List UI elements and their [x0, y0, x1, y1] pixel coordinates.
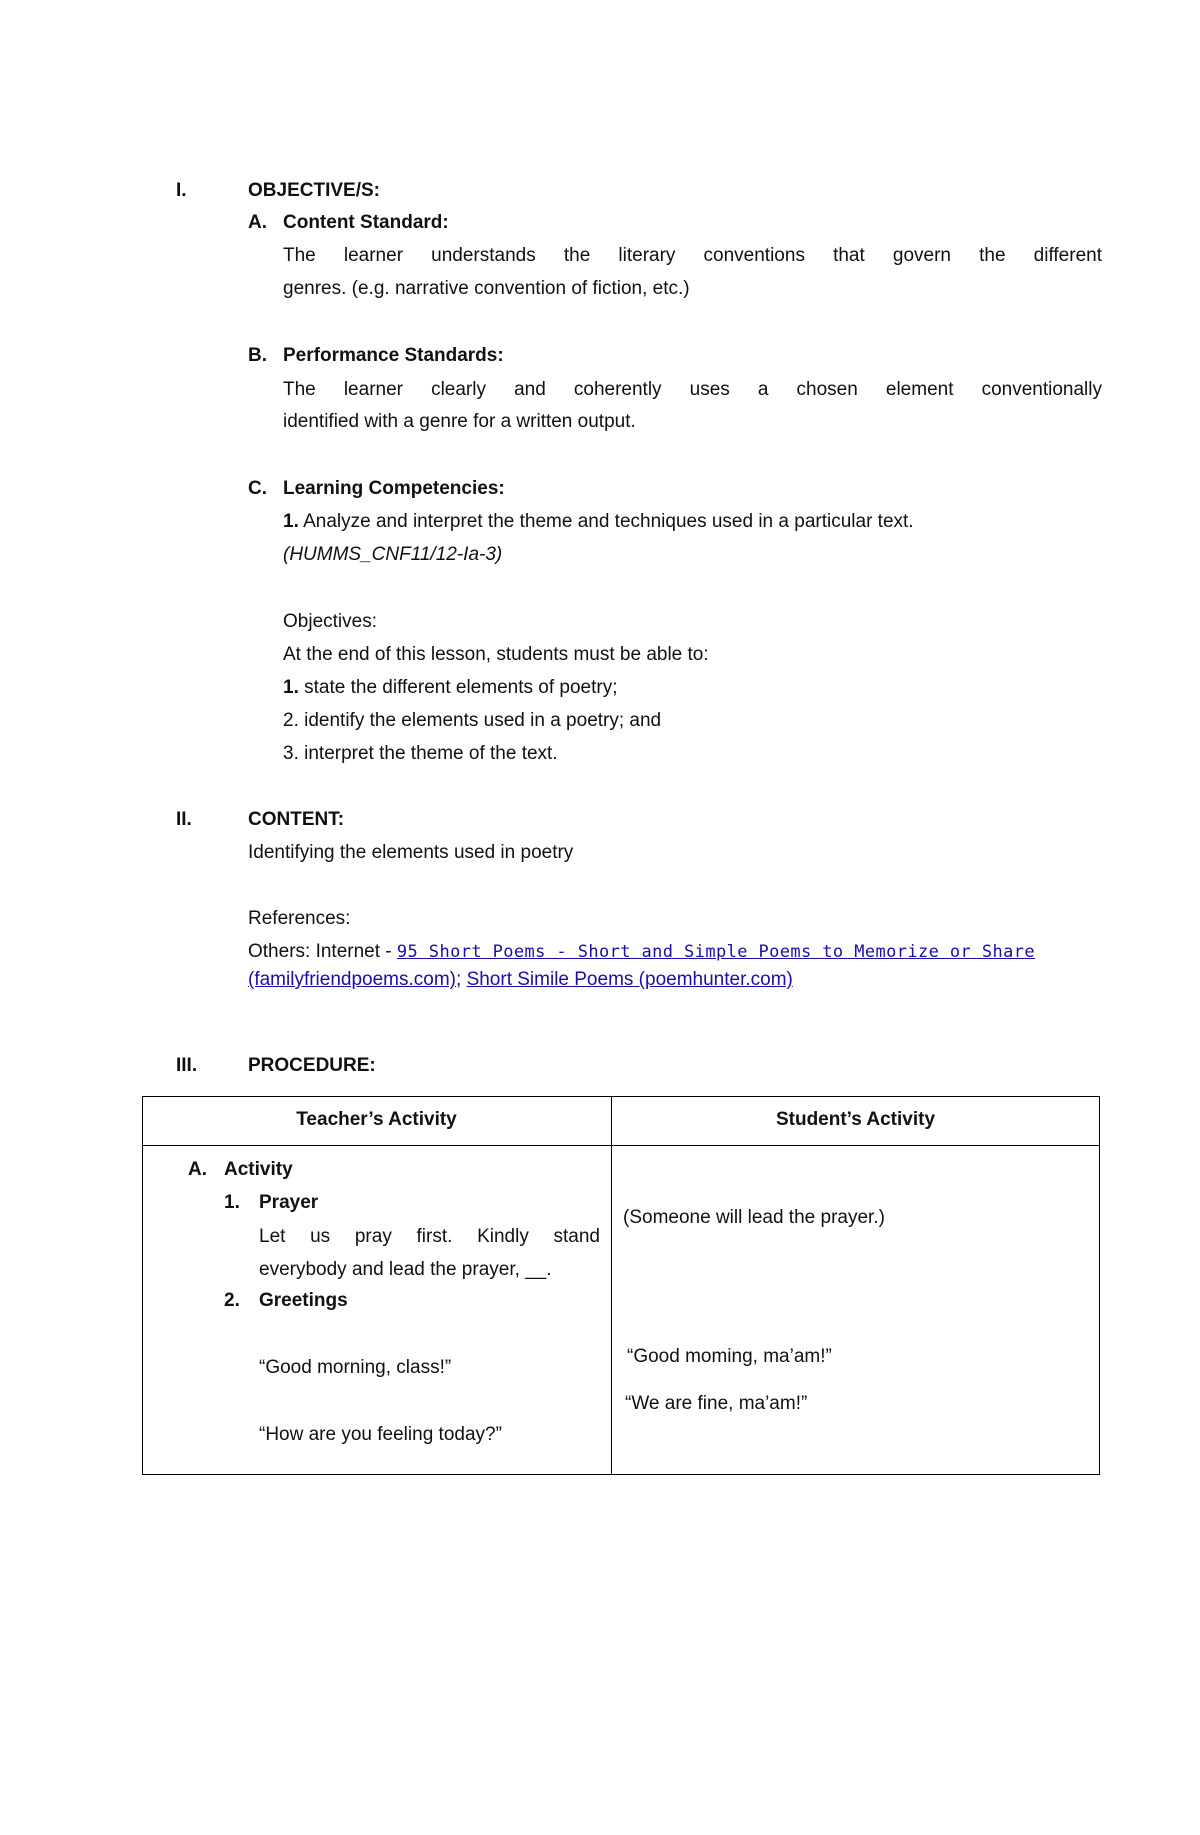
section-numeral-objectives: I.: [176, 180, 187, 201]
section-title-objectives: OBJECTIVE/S:: [248, 180, 380, 201]
content-standard-line2: genres. (e.g. narrative convention of fiction, etc.): [283, 278, 690, 299]
subsection-letter-content-standard: A.: [248, 212, 267, 233]
table-column-divider: [611, 1096, 612, 1475]
table-header-teacher: Teacher’s Activity: [296, 1109, 457, 1130]
student-prayer-response: (Someone will lead the prayer.): [623, 1207, 885, 1228]
prayer-line2: everybody and lead the prayer, __.: [259, 1259, 552, 1280]
references-others-prefix: Others: Internet -: [248, 941, 397, 962]
subsection-title-content-standard: Content Standard:: [283, 212, 449, 233]
section-numeral-content: II.: [176, 809, 192, 830]
performance-standards-line1: The learner clearly and coherently uses a chosen element conventionally: [283, 379, 1102, 400]
link-95-short-poems[interactable]: 95 Short Poems - Short and Simple Poems to Memorize or Share: [396, 942, 1035, 962]
activity-title: Activity: [224, 1159, 293, 1180]
subsection-letter-performance-standards: B.: [248, 345, 267, 366]
prayer-number: 1.: [224, 1192, 240, 1213]
teacher-greeting-1: “Good morning, class!”: [259, 1357, 452, 1378]
competency-item-1: [283, 512, 914, 531]
student-greeting-1: “Good moming, ma’am!”: [627, 1346, 832, 1367]
link-familyfriendpoems[interactable]: (familyfriendpoems.com): [248, 969, 456, 990]
objective-item-2: 2. identify the elements used in a poetry; and: [283, 710, 662, 731]
section-title-procedure: PROCEDURE:: [248, 1055, 376, 1076]
objective-item-3: 3. interpret the theme of the text.: [283, 743, 558, 764]
objective-item-1-text: state the different elements of poetry;: [298, 677, 618, 698]
subsection-title-learning-competencies: Learning Competencies:: [283, 478, 505, 499]
table-header-divider: [142, 1145, 1100, 1146]
greetings-number: 2.: [224, 1290, 240, 1311]
objectives-label: Objectives:: [283, 611, 377, 632]
competency-code: (HUMMS_CNF11/12-Ia-3): [283, 544, 503, 565]
teacher-greeting-2: “How are you feeling today?”: [259, 1424, 502, 1445]
references-links-line2: [248, 970, 793, 989]
table-border-top: [142, 1096, 1100, 1097]
section-numeral-procedure: III.: [176, 1055, 198, 1076]
section-title-content: CONTENT:: [248, 809, 345, 830]
competency-item-1-text: Analyze and interpret the theme and techniques used in a particular text.: [298, 511, 914, 532]
objectives-intro: At the end of this lesson, students must be able to:: [283, 644, 709, 665]
references-label: References:: [248, 908, 351, 929]
objective-item-1: [283, 678, 617, 697]
competency-item-1-number: 1.: [283, 511, 299, 532]
table-border-left: [142, 1096, 143, 1475]
greetings-title: Greetings: [259, 1290, 348, 1311]
prayer-title: Prayer: [259, 1192, 319, 1213]
performance-standards-line2: identified with a genre for a written output.: [283, 411, 636, 432]
table-header-student: Student’s Activity: [775, 1109, 936, 1130]
subsection-letter-learning-competencies: C.: [248, 478, 267, 499]
references-separator: ;: [456, 969, 467, 990]
table-border-right: [1099, 1096, 1100, 1475]
table-border-bottom: [142, 1474, 1100, 1475]
activity-letter: A.: [188, 1159, 207, 1180]
content-text: Identifying the elements used in poetry: [248, 842, 574, 863]
content-standard-line1: The learner understands the literary conventions that govern the different: [283, 245, 1102, 266]
student-greeting-2: “We are fine, ma’am!”: [625, 1393, 808, 1414]
subsection-title-performance-standards: Performance Standards:: [283, 345, 504, 366]
link-short-simile-poems[interactable]: Short Simile Poems (poemhunter.com): [466, 969, 793, 990]
procedure-table: [142, 1096, 1100, 1475]
prayer-line1: Let us pray first. Kindly stand: [259, 1226, 600, 1247]
references-others-line: [248, 942, 1035, 961]
objective-item-1-number: 1.: [283, 677, 299, 698]
